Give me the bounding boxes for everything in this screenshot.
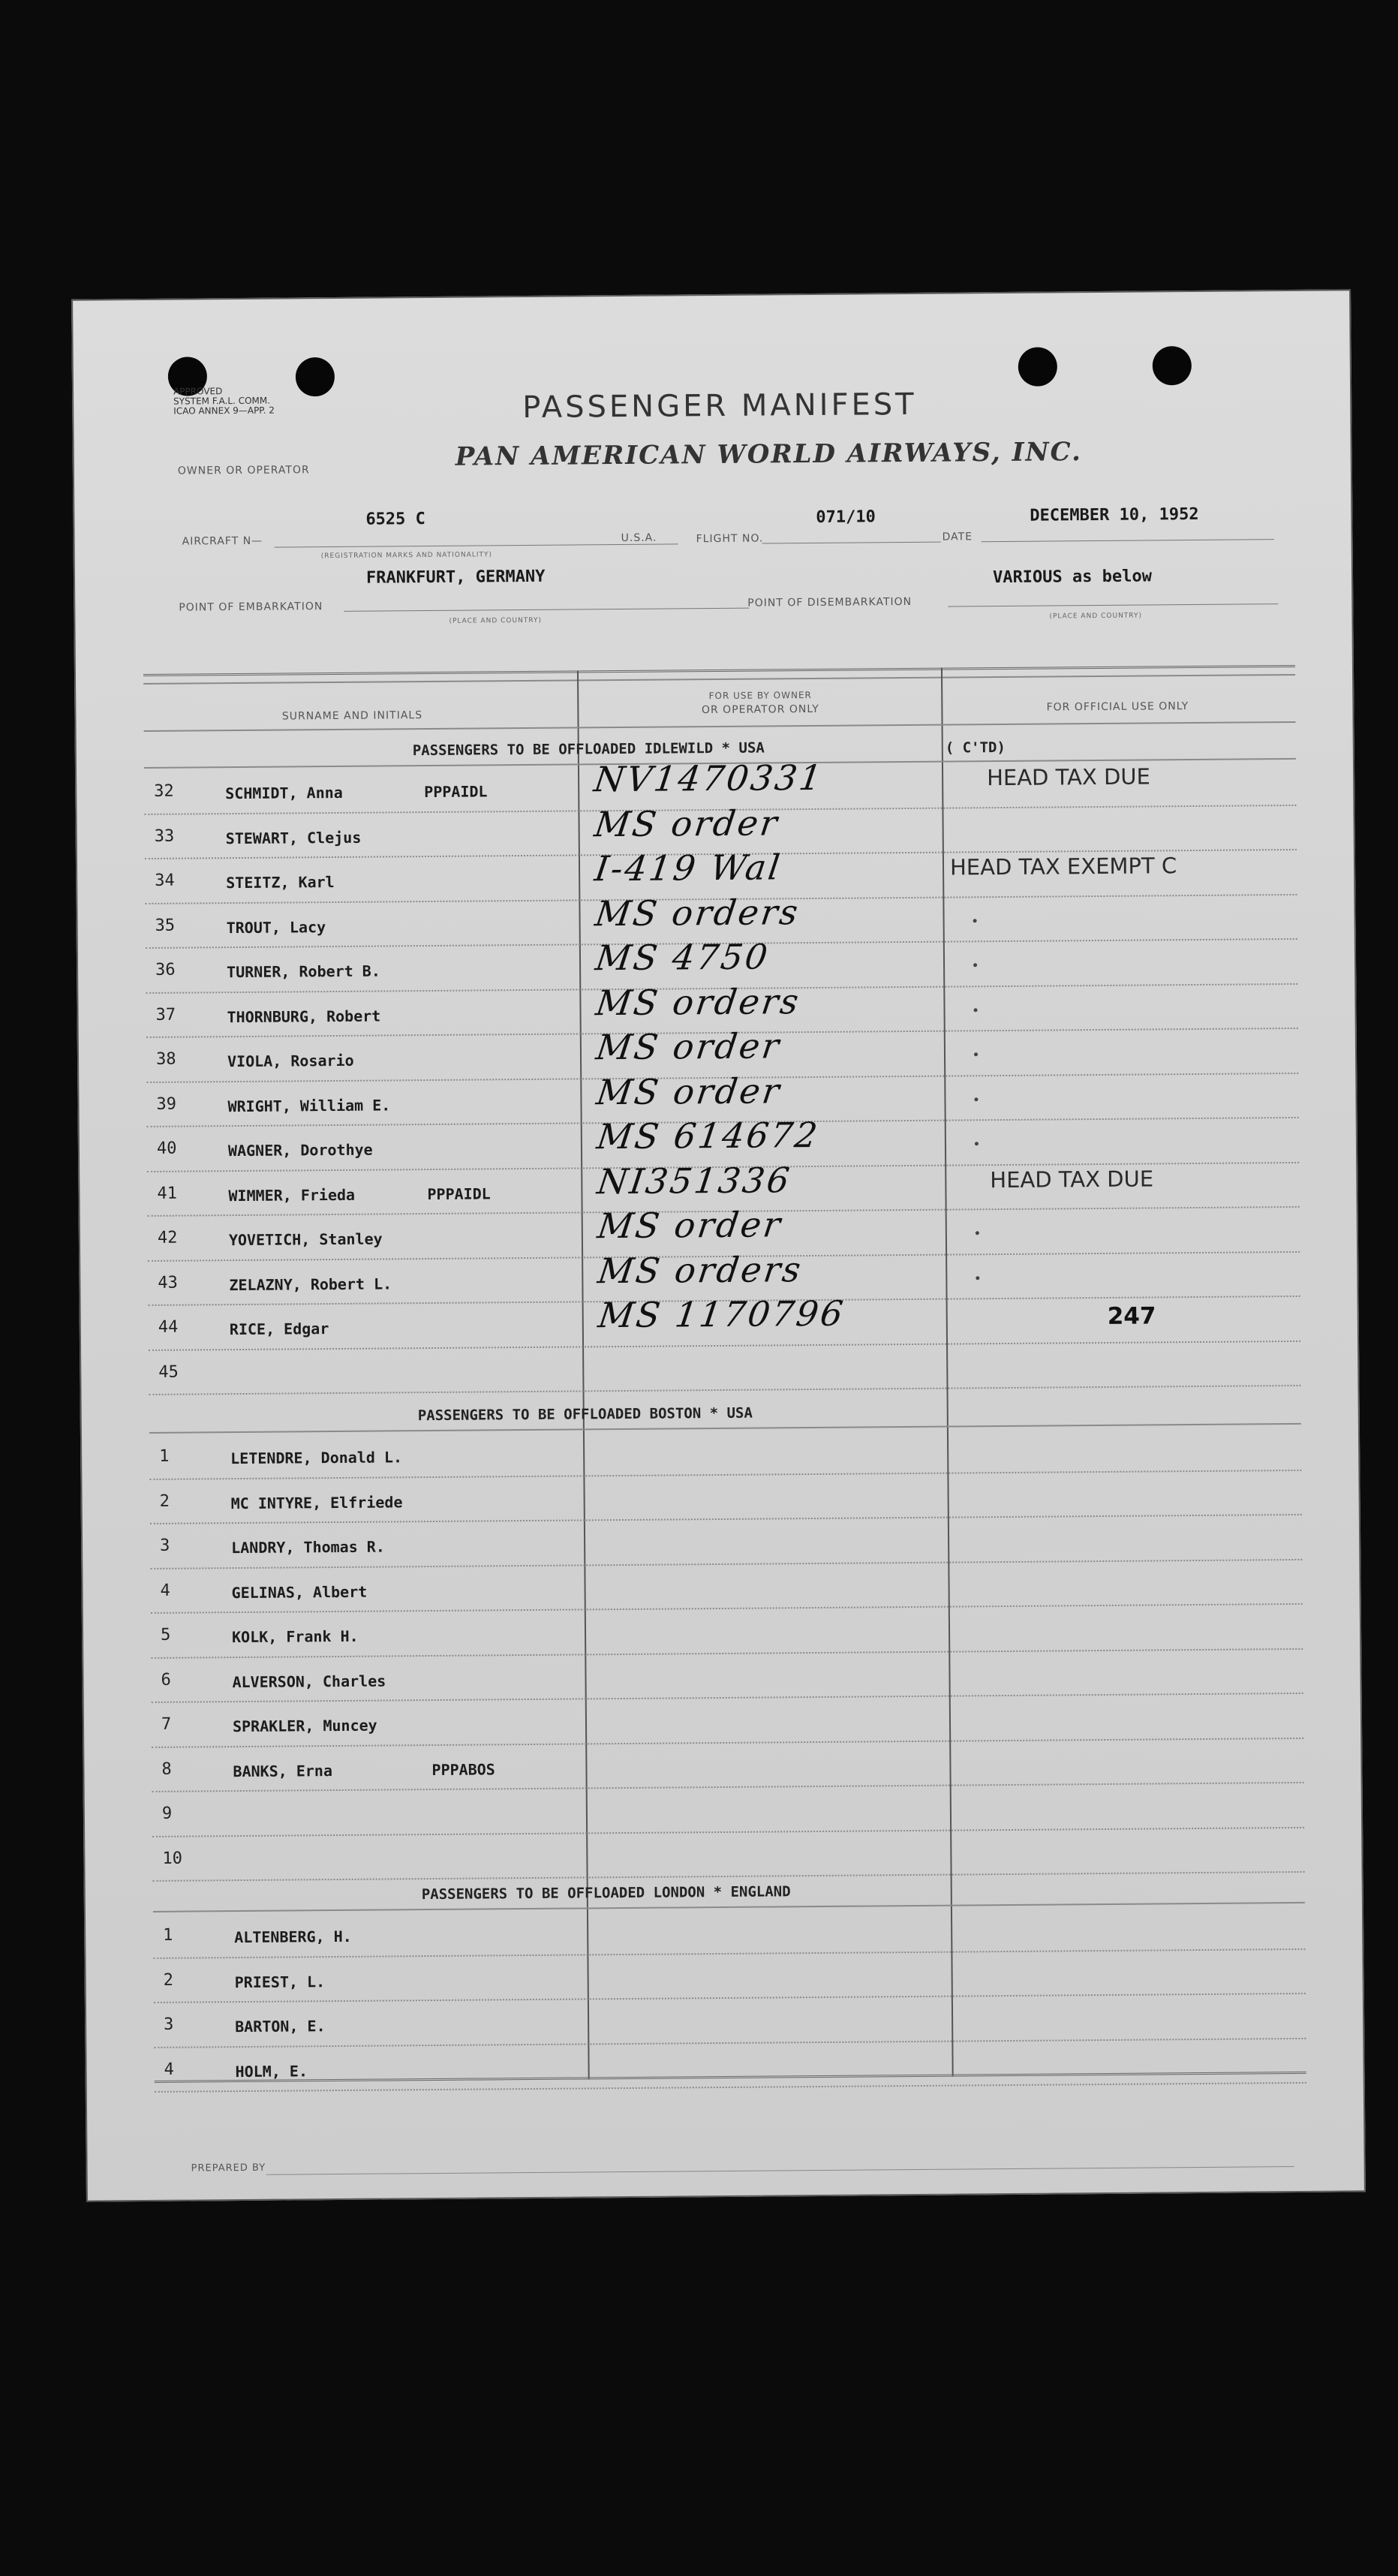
passenger-name: GELINAS, Albert — [231, 1582, 368, 1602]
row-number: 10 — [162, 1849, 182, 1868]
row-number: 2 — [163, 1970, 174, 1990]
date-value: DECEMBER 10, 1952 — [1030, 504, 1199, 525]
passenger-name: TROUT, Lacy — [226, 917, 326, 937]
passenger-name: TURNER, Robert B. — [227, 961, 380, 982]
passenger-name: MC INTYRE, Elfriede — [230, 1492, 403, 1512]
aircraft-label: AIRCRAFT N— — [182, 534, 263, 548]
row-rule — [152, 1826, 1304, 1837]
row-number: 3 — [160, 1536, 170, 1555]
handwritten-entry: MS 4750 — [593, 936, 772, 979]
embarkation-underline — [344, 608, 749, 612]
tick-mark — [975, 1142, 979, 1145]
passenger-name: ZELAZNY, Robert L. — [229, 1274, 392, 1294]
punch-hole — [296, 357, 335, 396]
row-number: 32 — [154, 781, 174, 801]
row-number: 45 — [158, 1362, 179, 1382]
manifest-sheet — [71, 289, 1366, 2201]
handwritten-entry: MS orders — [595, 1248, 806, 1291]
row-number: 40 — [156, 1139, 177, 1158]
section-boston-heading: PASSENGERS TO BE OFFLOADED BOSTON * USA — [417, 1404, 753, 1425]
nationality: U.S.A. — [621, 531, 657, 544]
prepared-by-underline — [266, 2166, 1294, 2175]
official-note: 247 — [1107, 1302, 1156, 1330]
row-rule — [151, 1603, 1303, 1614]
row-rule — [152, 1737, 1303, 1747]
flight-label: FLIGHT NO. — [696, 532, 764, 546]
passenger-name: BARTON, E. — [235, 2017, 326, 2036]
passenger-name: WIMMER, Frieda — [228, 1185, 356, 1205]
tick-mark — [976, 1231, 979, 1235]
passenger-name: SPRAKLER, Muncey — [232, 1716, 377, 1736]
header-bottom-rule — [144, 721, 1296, 732]
row-number: 39 — [156, 1094, 177, 1114]
handwritten-entry: NI351336 — [594, 1159, 794, 1202]
row-number: 9 — [161, 1804, 173, 1823]
punch-hole — [1018, 347, 1057, 386]
passenger-name: LANDRY, Thomas R. — [231, 1537, 385, 1557]
row-number: 3 — [164, 2015, 174, 2034]
row-rule — [152, 1693, 1303, 1703]
disembarkation-value: VARIOUS as below — [992, 567, 1153, 588]
handwritten-entry: MS order — [594, 1070, 784, 1112]
row-number: 4 — [164, 2060, 174, 2079]
flight-underline — [762, 542, 941, 544]
column-header-surname: SURNAME AND INITIALS — [281, 709, 423, 723]
punch-hole — [1153, 346, 1192, 385]
row-rule — [150, 1514, 1302, 1524]
row-number: 35 — [155, 916, 176, 935]
row-number: 41 — [157, 1184, 178, 1203]
table-top-rule-2 — [143, 674, 1295, 685]
row-rule — [153, 1871, 1305, 1882]
passenger-name: HOLM, E. — [235, 2061, 308, 2081]
tick-mark — [973, 919, 977, 922]
passenger-name: YOVETICH, Stanley — [228, 1229, 383, 1250]
section-rule — [149, 1423, 1301, 1434]
aircraft-underline — [275, 543, 678, 547]
passenger-note: PPPABOS — [431, 1759, 495, 1779]
date-underline — [982, 539, 1274, 542]
passenger-name: BANKS, Erna — [233, 1761, 333, 1780]
row-number: 38 — [155, 1049, 176, 1069]
row-number: 42 — [157, 1228, 178, 1247]
row-number: 2 — [159, 1491, 170, 1511]
handwritten-entry: MS order — [592, 802, 782, 844]
row-rule — [153, 1948, 1305, 1958]
passenger-name: VIOLA, Rosario — [227, 1051, 354, 1071]
official-note: HEAD TAX EXEMPT C — [949, 853, 1177, 880]
place-caption-embarkation: (PLACE AND COUNTRY) — [449, 616, 543, 625]
tick-mark — [974, 1008, 978, 1012]
passenger-note: PPPAIDL — [427, 1184, 491, 1203]
passenger-name: ALTENBERG, H. — [234, 1927, 352, 1947]
passenger-name: STEWART, Clejus — [225, 828, 362, 847]
place-caption-disembarkation: (PLACE AND COUNTRY) — [1049, 612, 1143, 621]
passenger-name: SCHMIDT, Anna — [225, 783, 343, 803]
row-rule — [154, 1993, 1306, 2003]
row-rule — [149, 1385, 1301, 1395]
page-title: PASSENGER MANIFEST — [522, 387, 917, 426]
row-number: 7 — [161, 1714, 172, 1734]
prepared-by-label: PREPARED BY — [191, 2162, 266, 2174]
registration-caption: (REGISTRATION MARKS AND NATIONALITY) — [320, 551, 493, 561]
row-rule — [150, 1558, 1302, 1569]
row-rule — [155, 2082, 1306, 2093]
table-top-rule — [143, 665, 1295, 676]
airline-name: PAN AMERICAN WORLD AIRWAYS, INC. — [455, 437, 1083, 472]
column-header-owner-2: OR OPERATOR ONLY — [701, 703, 819, 717]
row-rule — [149, 1469, 1301, 1479]
row-number: 34 — [155, 871, 175, 890]
aircraft-value: 6525 C — [365, 510, 425, 529]
disembarkation-label: POINT OF DISEMBARKATION — [747, 595, 912, 609]
row-number: 8 — [161, 1759, 172, 1779]
handwritten-entry: MS 614672 — [594, 1114, 822, 1157]
row-number: 6 — [161, 1670, 171, 1690]
row-rule — [154, 2037, 1306, 2048]
column-header-owner-1: FOR USE BY OWNER — [708, 690, 812, 702]
column-header-official: FOR OFFICIAL USE ONLY — [1046, 700, 1189, 714]
passenger-name: ALVERSON, Charles — [232, 1671, 386, 1691]
passenger-name: KOLK, Frank H. — [231, 1627, 359, 1647]
handwritten-entry: NV1470331 — [591, 757, 827, 800]
approval-stamp: APPROVED SYSTEM F.A.L. COMM. ICAO ANNEX 9—APP. 2 — [173, 386, 275, 417]
section-idlewild-continued: ( C'TD) — [945, 739, 1006, 757]
handwritten-entry: MS 1170796 — [596, 1293, 848, 1336]
section-idlewild-heading: PASSENGERS TO BE OFFLOADED IDLEWILD * USA — [412, 739, 765, 760]
date-label: DATE — [942, 531, 973, 543]
passenger-name: RICE, Edgar — [229, 1320, 329, 1339]
passenger-name: STEITZ, Karl — [226, 873, 335, 892]
row-rule — [151, 1648, 1303, 1658]
passenger-name: LETENDRE, Donald L. — [230, 1448, 403, 1468]
passenger-name: WAGNER, Dorothye — [227, 1140, 373, 1160]
row-number: 33 — [154, 826, 175, 846]
row-number: 1 — [159, 1446, 170, 1466]
tick-mark — [973, 963, 977, 967]
passenger-name: WRIGHT, William E. — [227, 1095, 391, 1115]
passenger-name: PRIEST, L. — [234, 1972, 326, 1991]
tick-mark — [974, 1097, 978, 1101]
row-number: 36 — [155, 960, 176, 980]
table-bottom-rule — [155, 2072, 1306, 2083]
flight-number: 071/10 — [816, 507, 876, 527]
handwritten-entry: MS orders — [592, 891, 803, 934]
row-number: 43 — [158, 1273, 178, 1293]
handwritten-entry: MS orders — [593, 980, 804, 1023]
handwritten-entry: MS order — [595, 1204, 785, 1247]
embarkation-value: FRANKFURT, GERMANY — [365, 567, 546, 588]
tick-mark — [976, 1276, 979, 1280]
embarkation-label: POINT OF EMBARKATION — [179, 600, 323, 614]
section-rule — [153, 1902, 1305, 1912]
official-note: HEAD TAX DUE — [986, 763, 1151, 791]
row-number: 4 — [160, 1581, 170, 1600]
owner-operator-label: OWNER OR OPERATOR — [177, 464, 310, 477]
row-number: 1 — [163, 1925, 173, 1945]
passenger-name: THORNBURG, Robert — [227, 1007, 381, 1026]
handwritten-entry: I-419 Wal — [592, 847, 785, 889]
section-london-heading: PASSENGERS TO BE OFFLOADED LONDON * ENGLAND — [421, 1883, 791, 1903]
official-note: HEAD TAX DUE — [990, 1165, 1154, 1193]
tick-mark — [974, 1052, 978, 1056]
handwritten-entry: MS order — [594, 1025, 784, 1068]
column-divider-1 — [577, 670, 590, 2079]
passenger-note: PPPAIDL — [424, 782, 488, 802]
row-rule — [149, 1340, 1300, 1350]
row-rule — [152, 1782, 1304, 1792]
row-number: 44 — [158, 1317, 179, 1337]
disembarkation-underline — [948, 603, 1278, 606]
row-number: 5 — [160, 1625, 171, 1645]
row-number: 37 — [155, 1005, 176, 1025]
